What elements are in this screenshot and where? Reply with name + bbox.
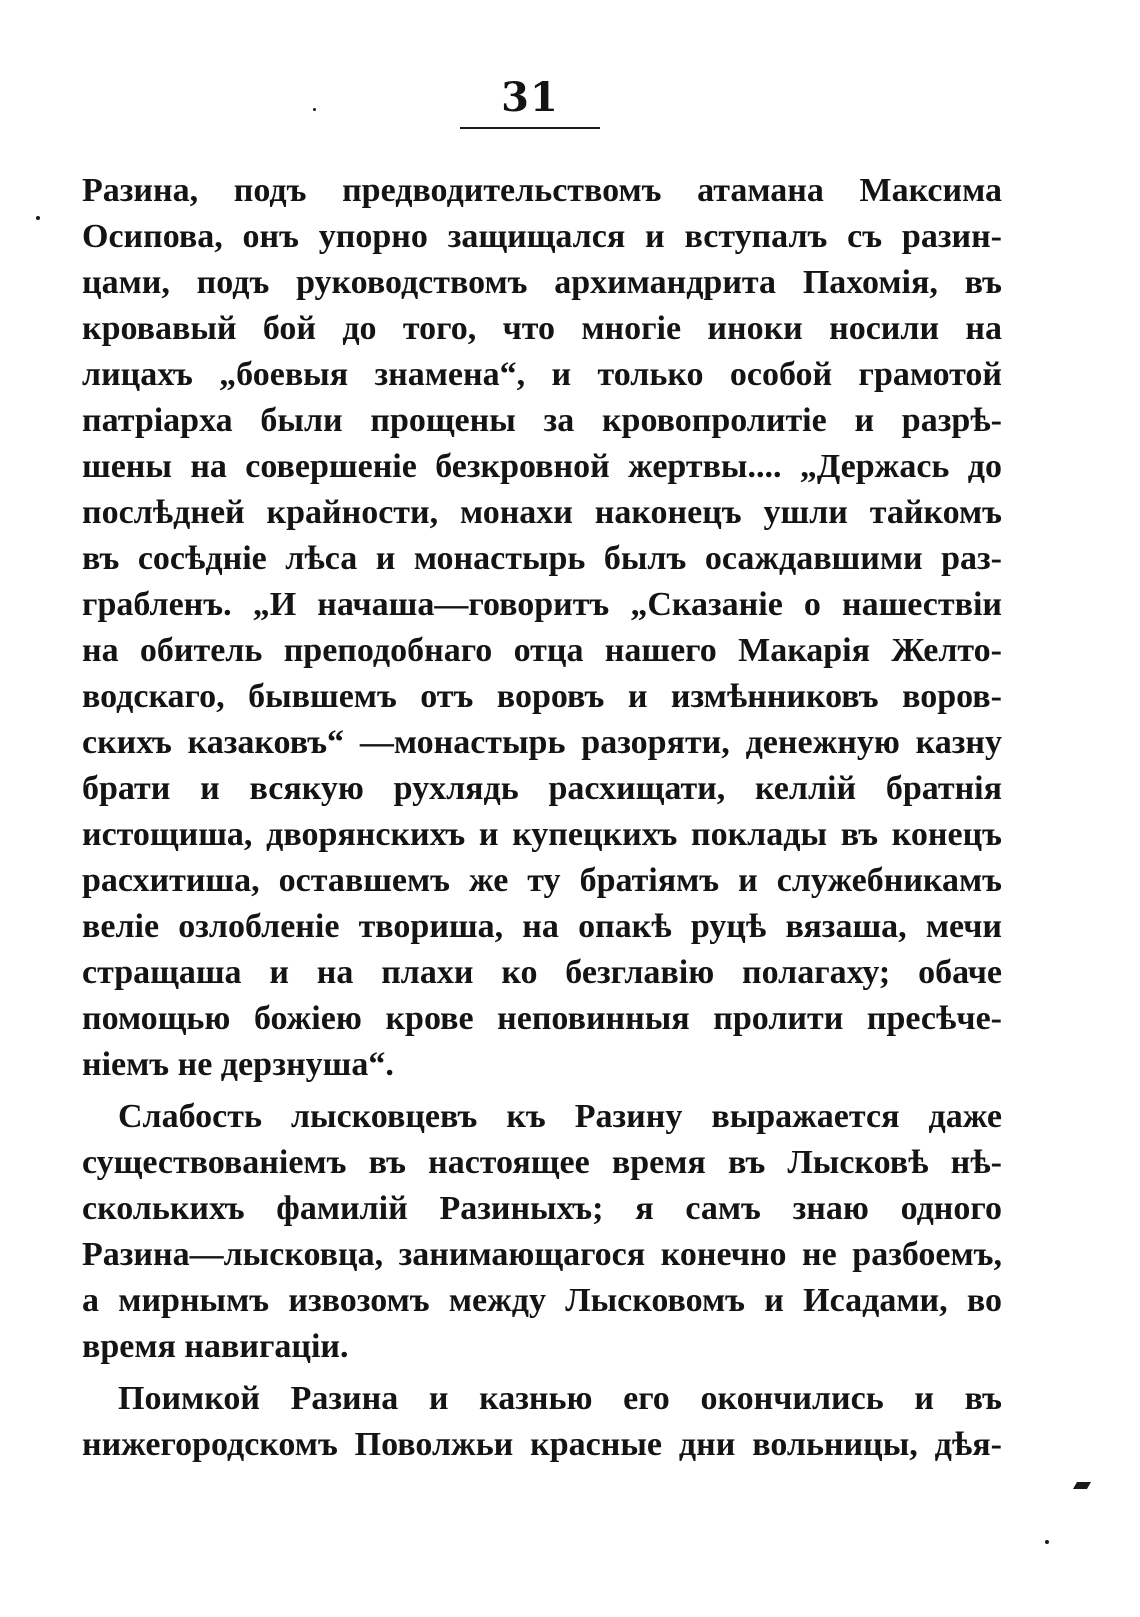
text-line: скихъ казаковъ“ —монастырь разоряти, денежную казну (82, 724, 1002, 761)
text-line: Осипова, онъ упорно защищался и вступалъ съ разин- (82, 218, 1002, 255)
text-line: истощиша, дворянскихъ и купецкихъ поклады въ конецъ (82, 816, 1002, 853)
text-line: Разина, подъ предводительствомъ атамана Максима (82, 172, 1002, 209)
body-text (82, 168, 1002, 1468)
header-rule (460, 127, 600, 129)
text-line: патріарха были прощены за кровопролитіе и разрѣ- (82, 402, 1002, 439)
text-line: на обитель преподобнаго отца нашего Макарія Желто- (82, 632, 1002, 669)
text-line: послѣдней крайности, монахи наконецъ ушли тайкомъ (82, 494, 1002, 531)
text-line: стращаша и на плахи ко безглавію полагаху; обаче (82, 954, 1002, 991)
text-line: расхитиша, оставшемъ же ту братіямъ и служебникамъ (82, 862, 1002, 899)
text-line: Слабость лысковцевъ къ Разину выражается даже (118, 1098, 1002, 1135)
page-number: 31 (501, 74, 559, 121)
text-line: сколькихъ фамилій Разиныхъ; я самъ знаю одного (82, 1190, 1002, 1227)
text-line: грабленъ. „И начаша—говоритъ „Сказаніе о нашествіи (82, 586, 1002, 623)
text-line: кровавый бой до того, что многіе иноки носили на (82, 310, 1002, 347)
text-line: время навигаціи. (82, 1328, 349, 1365)
scan-speck (1045, 1540, 1049, 1544)
text-line: лицахъ „боевыя знамена“, и только особой грамотой (82, 356, 1002, 393)
text-line: шены на совершеніе безкровной жертвы.... „Держась до (82, 448, 1002, 485)
paragraph (82, 1376, 1002, 1468)
text-line: веліе озлобленіе твориша, на опакѣ руцѣ вязаша, мечи (82, 908, 1002, 945)
text-line: въ сосѣдніе лѣса и монастырь былъ осаждавшими раз- (82, 540, 1002, 577)
scan-speck (313, 108, 316, 111)
text-line: цами, подъ руководствомъ архимандрита Пахомія, въ (82, 264, 1002, 301)
text-line: Поимкой Разина и казнью его окончились и въ (118, 1380, 1002, 1417)
text-line: нижегородскомъ Поволжьи красные дни вольницы, дѣя- (82, 1426, 1002, 1463)
text-line: а мирнымъ извозомъ между Лысковомъ и Исадами, во (82, 1282, 1002, 1319)
scan-speck (1073, 1482, 1091, 1489)
text-line: брати и всякую рухлядь расхищати, келлій братнія (82, 770, 1002, 807)
scan-speck (36, 216, 40, 220)
paragraph (82, 168, 1002, 1088)
text-line: существованіемъ въ настоящее время въ Лысковѣ нѣ- (82, 1144, 1002, 1181)
text-line: помощью божіею крове неповинныя пролити пресѣче- (82, 1000, 1002, 1037)
text-line: ніемъ не дерзнуша“. (82, 1046, 394, 1083)
text-line: Разина—лысковца, занимающагося конечно не разбоемъ, (82, 1236, 1002, 1273)
paragraph (82, 1094, 1002, 1370)
text-line: водскаго, бывшемъ отъ воровъ и измѣнниковъ воров- (82, 678, 1002, 715)
